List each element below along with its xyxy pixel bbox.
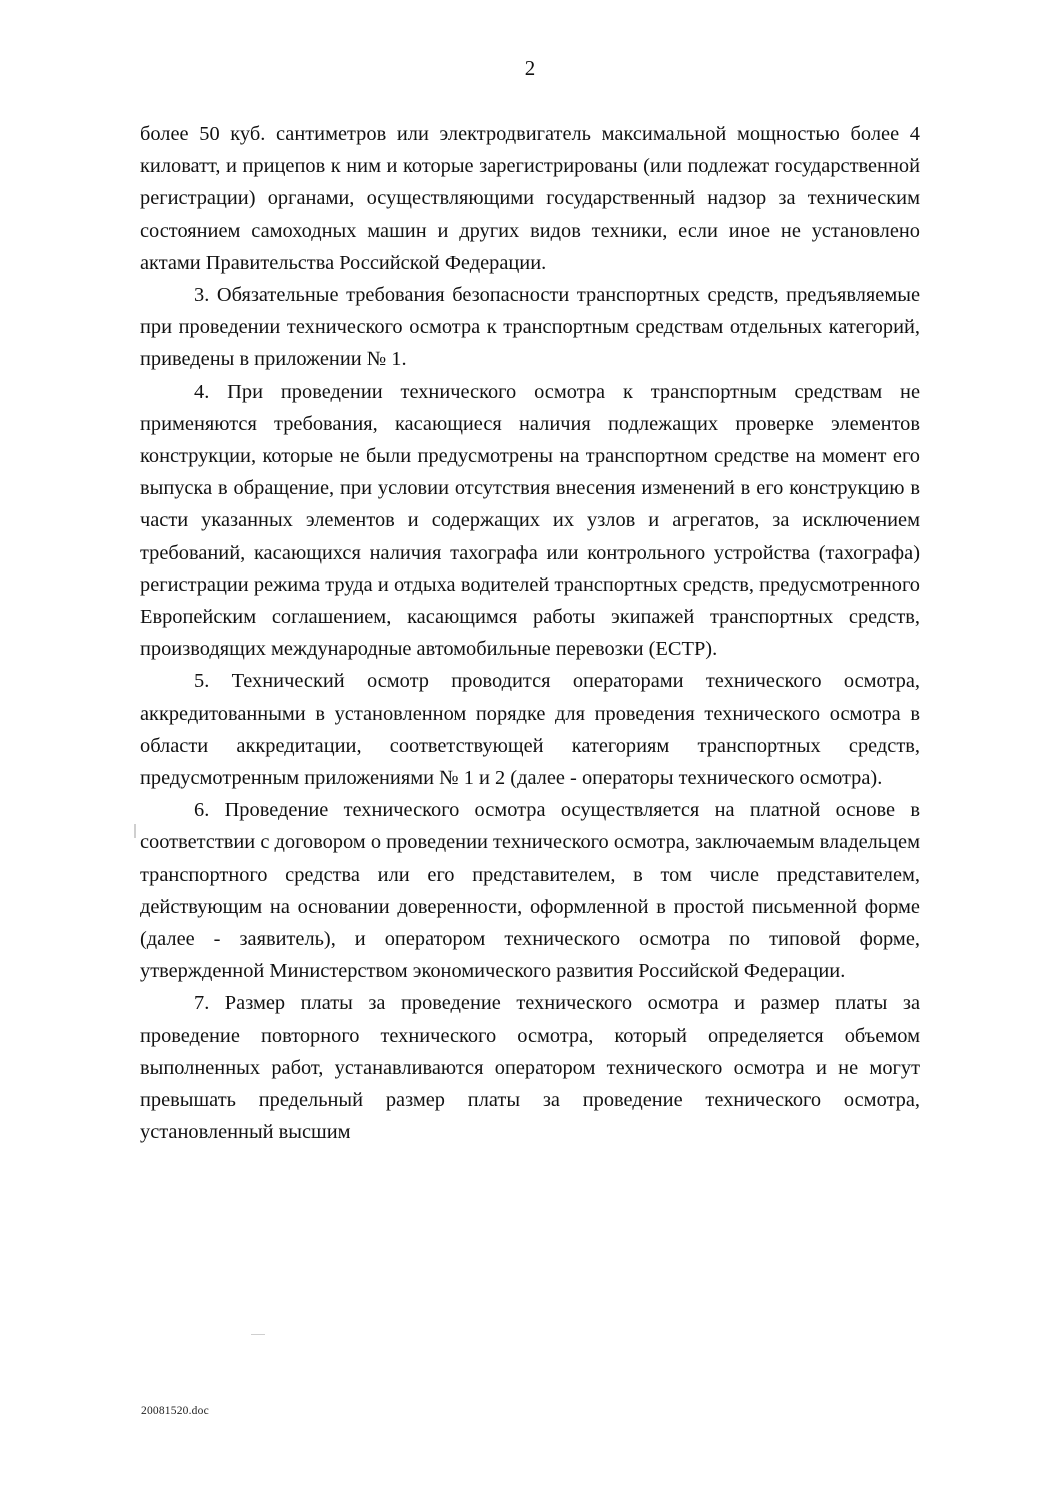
page-number: 2 <box>524 56 536 80</box>
paragraph-5: 5. Технический осмотр проводится операторами технического осмотра, аккредитованными в установленном порядке для проведения технического осмотра в области аккредитации, соответствующей категориям транспортных средств, предусмотренным приложениями № 1 и 2 (далее - операторы технического осмотра). <box>140 670 920 790</box>
footer-filename: 20081520.doc <box>141 1405 209 1417</box>
paragraph-4: 4. При проведении технического осмотра к транспортным средствам не применяются требования, касающиеся наличия подлежащих проверке элементов конструкции, которые не были предусмотрены на транспортном средстве на момент его выпуска в обращение, при условии отсутствия внесения изменений в его конструкцию в части указанных элементов и содержащих их узлов и агрегатов, за исключением требований, касающихся наличия тахографа или контрольного устройства (тахографа) регистрации режима труда и отдыха водителей транспортных средств, предусмотренного Европейским соглашением, касающимся работы экипажей транспортных средств, производящих международные автомобильные перевозки (ЕСТР). <box>140 380 920 661</box>
scan-artifact-bottom <box>251 1334 265 1335</box>
paragraph-continuation: более 50 куб. сантиметров или электродвигатель максимальной мощностью более 4 киловатт, и прицепов к ним и которые зарегистрированы (или подлежат государственной регистрации) органами, осуществляющими государственный надзор за техническим состоянием самоходных машин и других видов техники, если иное не установлено актами Правительства Российской Федерации. <box>140 123 920 274</box>
document-body <box>140 118 920 1149</box>
paragraph-6: 6. Проведение технического осмотра осуществляется на платной основе в соответствии с договором о проведении технического осмотра, заключаемым владельцем транспортного средства или его представителем, в том числе представителем, действующим на основании доверенности, оформленной в простой письменной форме (далее - заявитель), и оператором технического осмотра по типовой форме, утвержденной Министерством экономического развития Российской Федерации. <box>140 799 920 983</box>
scan-artifact-left <box>134 824 136 838</box>
paragraph-3: 3. Обязательные требования безопасности транспортных средств, предъявляемые при проведении технического осмотра к транспортным средствам отдельных категорий, приведены в приложении № 1. <box>140 284 920 371</box>
paragraph-7: 7. Размер платы за проведение технического осмотра и размер платы за проведение повторного технического осмотра, который определяется объемом выполненных работ, устанавливаются оператором технического осмотра и не могут превышать предельный размер платы за проведение технического осмотра, установленный высшим <box>140 992 920 1144</box>
